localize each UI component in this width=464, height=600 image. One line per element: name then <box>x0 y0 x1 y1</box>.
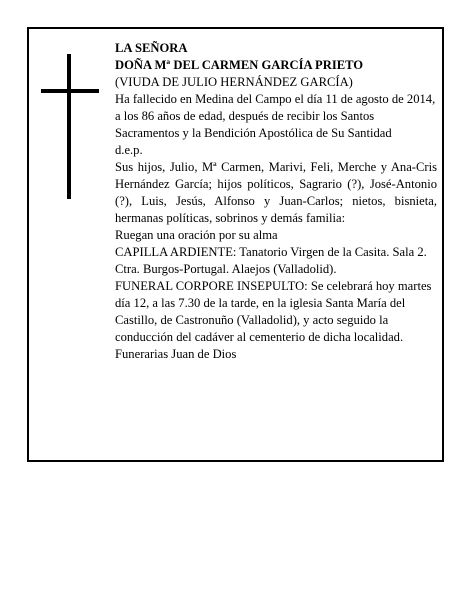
heading-title: LA SEÑORA <box>115 41 188 55</box>
widow-line: (VIUDA DE JULIO HERNÁNDEZ GARCÍA) <box>115 75 353 89</box>
cross-horizontal-bar <box>41 89 99 93</box>
family-list: Sus hijos, Julio, Mª Carmen, Marivi, Feli, Merche y Ana-Cris Hernández García; hijos políticos, Sagrario (?), José-Antonio (?), Luis, Jesús, Alfonso y Juan-Carlos; nietos, bisnieta, hermanas políticas, sobrinos y demás familia: <box>115 160 437 225</box>
prayer-line: Ruegan una oración por su alma <box>115 228 278 242</box>
funeral-home: Funerarias Juan de Dios <box>115 347 237 361</box>
notice-text <box>115 40 437 363</box>
deceased-name: DOÑA Mª DEL CARMEN GARCÍA PRIETO <box>115 58 364 72</box>
funeral-info: FUNERAL CORPORE INSEPULTO: Se celebrará hoy martes día 12, a las 7.30 de la tarde, en la iglesia Santa María del Castillo, de Castronuño (Valladolid), y acto seguido la conducción del cadáver al cementerio de dicha localidad. <box>115 279 432 344</box>
chapel-info: CAPILLA ARDIENTE: Tanatorio Virgen de la Casita. Sala 2. Ctra. Burgos-Portugal. Alaejos (Valladolid). <box>115 245 427 276</box>
death-notice: Ha fallecido en Medina del Campo el día 11 de agosto de 2014, a los 86 años de edad, después de recibir los Santos Sacramentos y la Bendición Apostólica de Su Santidad <box>115 92 436 140</box>
cross-vertical-bar <box>67 54 71 199</box>
dep-line: d.e.p. <box>115 143 143 157</box>
obituary-notice <box>27 27 444 462</box>
